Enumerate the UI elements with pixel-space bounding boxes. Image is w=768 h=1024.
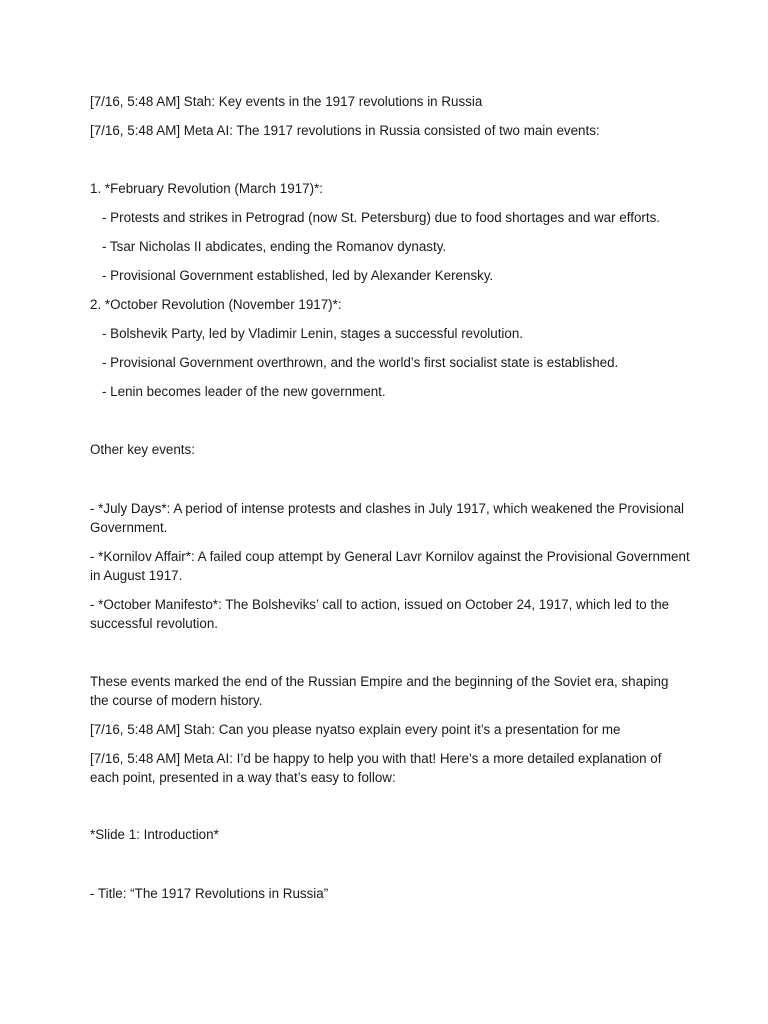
bullet-july-days: - *July Days*: A period of intense protests and clashes in July 1917, which weakened the Provisional Government. bbox=[90, 501, 684, 535]
bullet-bolshevik-party: - Bolshevik Party, led by Vladimir Lenin, stages a successful revolution. bbox=[102, 326, 524, 341]
bullet-kornilov-affair: - *Kornilov Affair*: A failed coup attempt by General Lavr Kornilov against the Provisional Government in August 1917. bbox=[90, 549, 690, 583]
bullet-lenin-leader: - Lenin becomes leader of the new government. bbox=[102, 384, 386, 399]
chat-message-user-2: [7/16, 5:48 AM] Stah⁠: Can you please nyatso explain every point it’s a presentation for me bbox=[90, 722, 621, 737]
chat-message-ai-1: [7/16, 5:48 AM] Meta AI: The 1917 revolutions in Russia consisted of two main events: bbox=[90, 123, 600, 138]
list-item-october-revolution: 2. *October Revolution (November 1917)*: bbox=[90, 297, 342, 312]
bullet-october-manifesto: - *October Manifesto*: The Bolsheviks’ call to action, issued on October 24, 1917, which led to the successful revolution. bbox=[90, 597, 670, 631]
chat-message-ai-2: [7/16, 5:48 AM] Meta AI: I’d be happy to help you with that! Here’s a more detailed explanation of each point, presented in a way that’s easy to follow: bbox=[90, 751, 662, 785]
list-item-february-revolution: 1. *February Revolution (March 1917)*: bbox=[90, 181, 323, 196]
slide-heading: *Slide 1: Introduction* bbox=[90, 827, 219, 842]
summary-paragraph: These events marked the end of the Russian Empire and the beginning of the Soviet era, shaping the course of modern history. bbox=[90, 674, 669, 708]
chat-message-user-1: [7/16, 5:48 AM] Stah⁠: Key events in the 1917 revolutions in Russia bbox=[90, 94, 483, 109]
section-heading-other-events: Other key events: bbox=[90, 442, 195, 457]
bullet-petrograd-protests: - Protests and strikes in Petrograd (now St. Petersburg) due to food shortages and war efforts. bbox=[102, 210, 660, 225]
bullet-tsar-abdicates: - Tsar Nicholas II abdicates, ending the Romanov dynasty. bbox=[102, 239, 447, 254]
bullet-government-overthrown: - Provisional Government overthrown, and the world’s first socialist state is established. bbox=[102, 355, 619, 370]
slide-title-line: - Title: “The 1917 Revolutions in Russia” bbox=[90, 886, 329, 901]
bullet-provisional-government: - Provisional Government established, led by Alexander Kerensky. bbox=[102, 268, 494, 283]
